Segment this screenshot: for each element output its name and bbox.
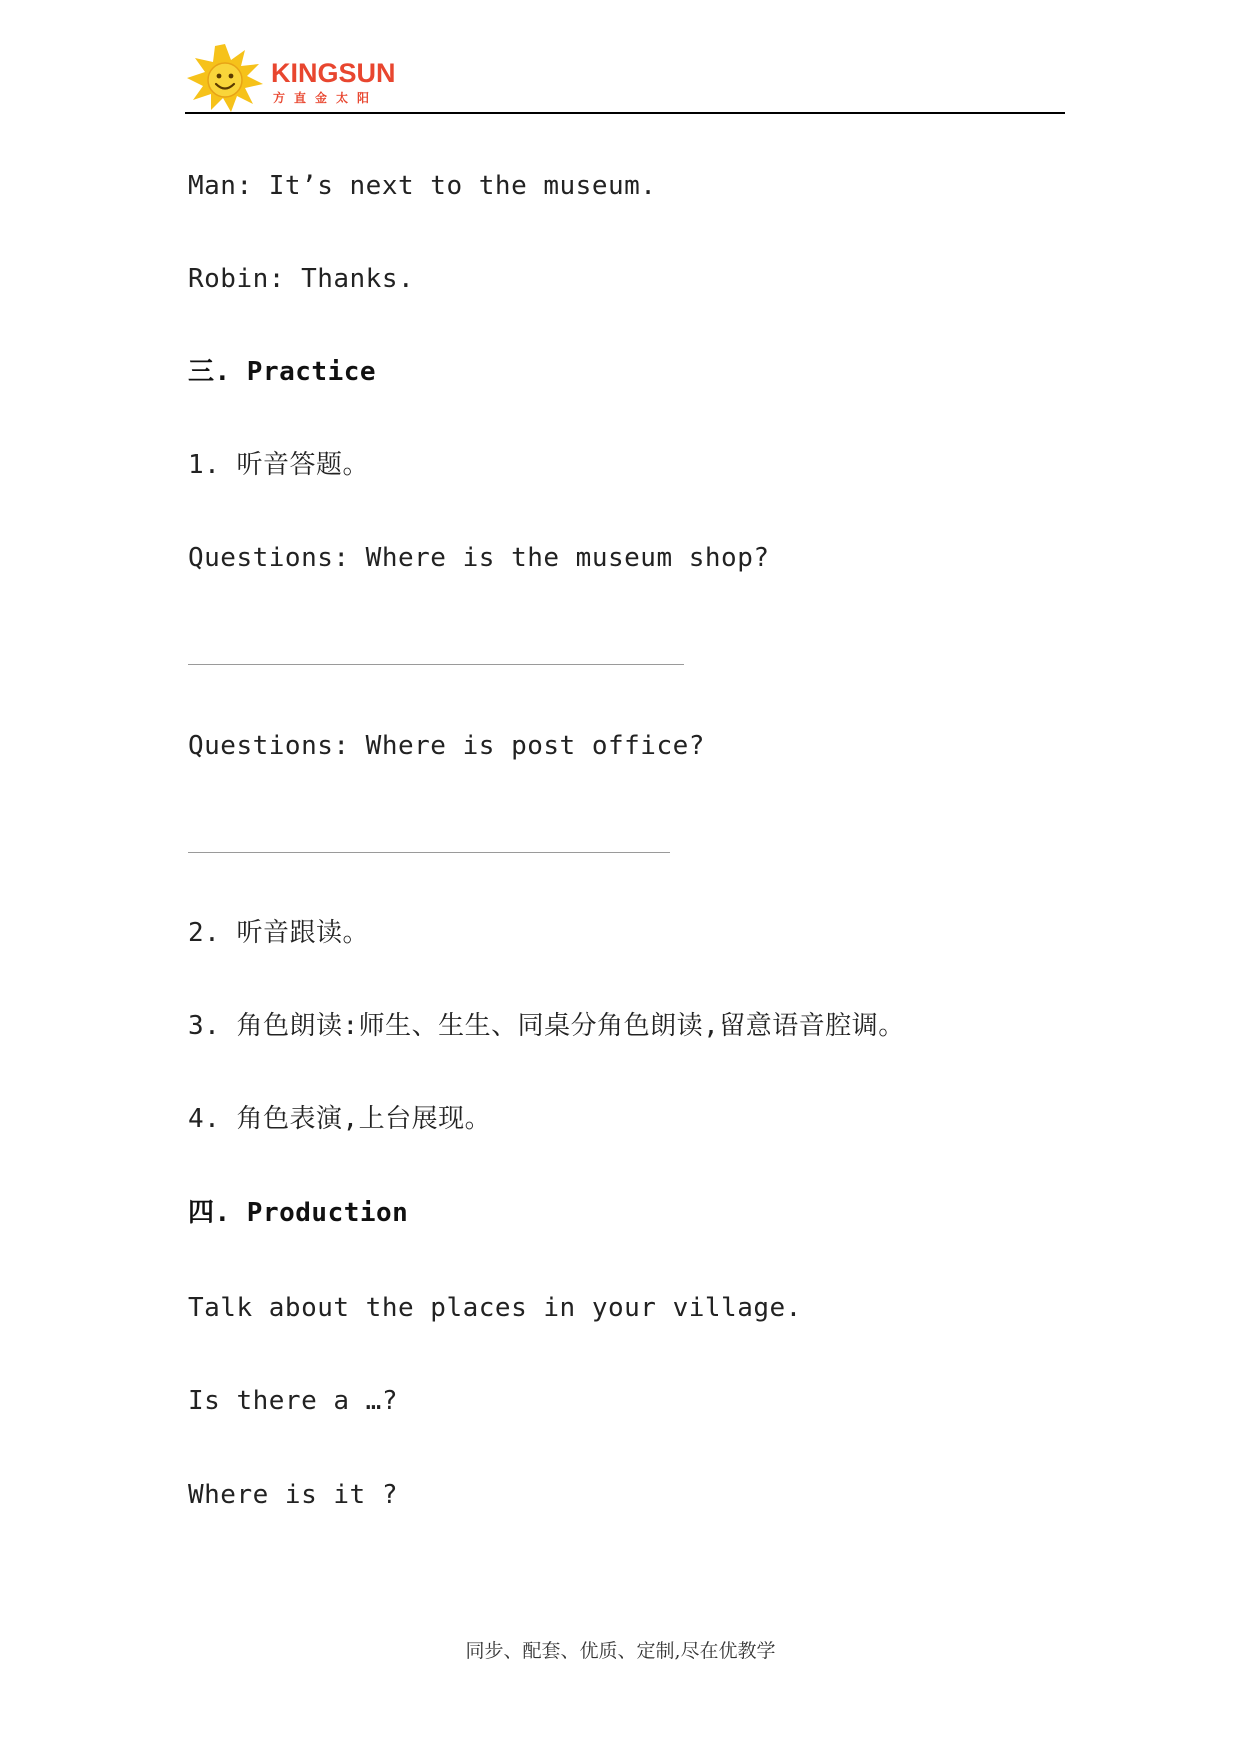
production-prompt-where: Where is it ? — [188, 1480, 398, 1510]
logo-name: KINGSUN — [271, 58, 396, 88]
dialogue-line-robin: Robin: Thanks. — [188, 264, 415, 294]
section-heading-production: 四. Production — [188, 1198, 409, 1228]
kingsun-logo — [185, 42, 405, 114]
answer-blank-1[interactable] — [188, 664, 684, 665]
dialogue-line-man: Man: It’s next to the museum. — [188, 171, 657, 201]
practice-item-3: 3. 角色朗读:师生、生生、同桌分角色朗读,留意语音腔调。 — [188, 1011, 905, 1041]
page-header — [185, 42, 1065, 114]
answer-blank-2[interactable] — [188, 852, 670, 853]
question-museum-shop: Questions: Where is the museum shop? — [188, 543, 770, 573]
sun-icon — [187, 44, 263, 112]
page-footer: 同步、配套、优质、定制,尽在优教学 — [465, 1640, 776, 1662]
practice-item-4: 4. 角色表演,上台展现。 — [188, 1104, 492, 1134]
practice-item-2: 2. 听音跟读。 — [188, 918, 369, 948]
header-divider — [185, 112, 1065, 114]
logo-subtitle: 方直金太阳 — [273, 91, 379, 105]
practice-item-1: 1. 听音答题。 — [188, 450, 369, 480]
question-post-office: Questions: Where is post office? — [188, 731, 705, 761]
section-heading-practice: 三. Practice — [188, 357, 377, 387]
production-instruction: Talk about the places in your village. — [188, 1293, 802, 1323]
production-prompt-is-there: Is there a …? — [188, 1386, 398, 1416]
